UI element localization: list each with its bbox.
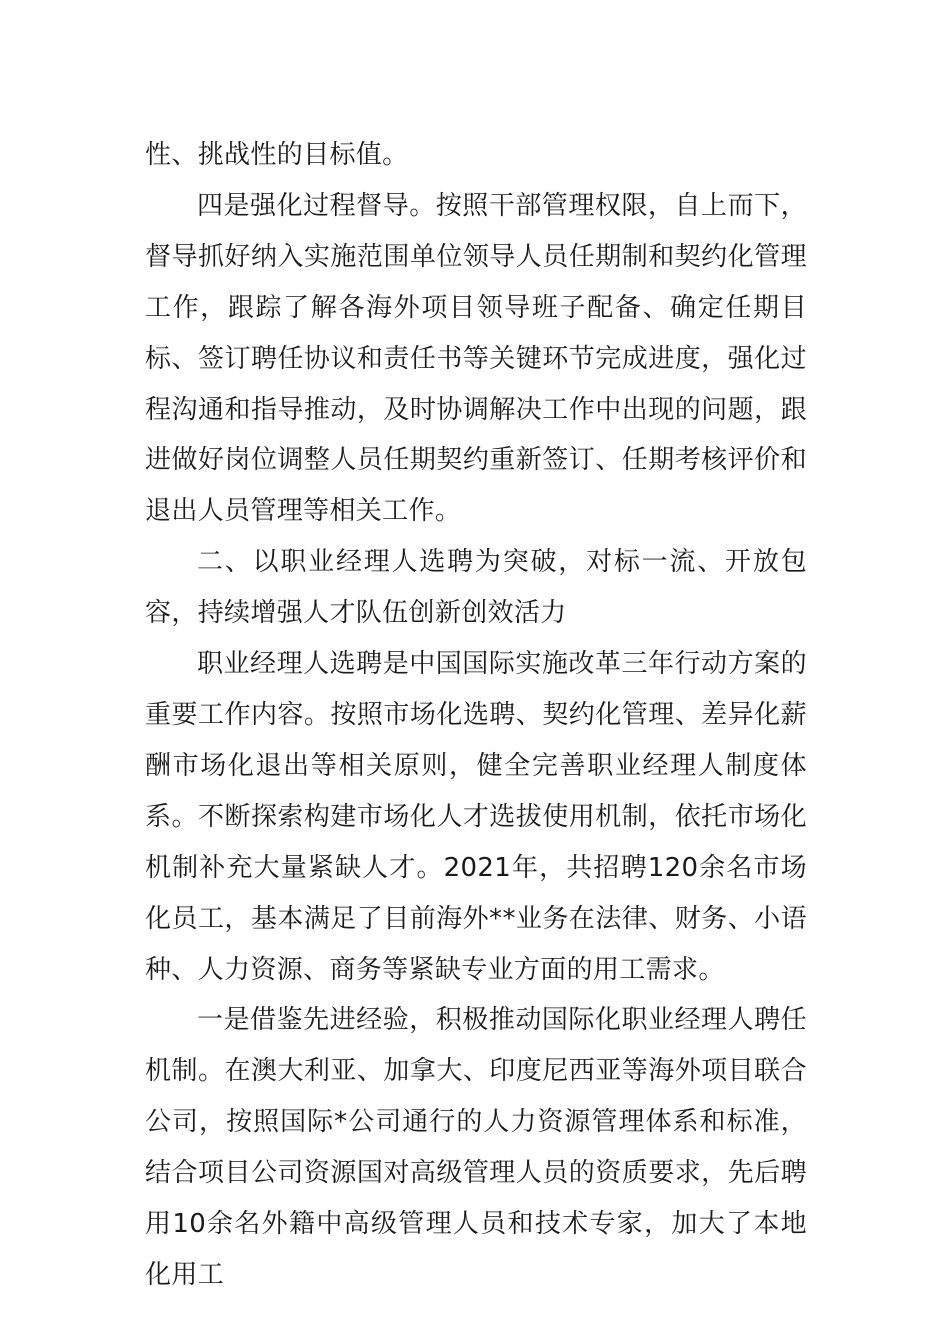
paragraph-3: 职业经理人选聘是中国国际实施改革三年行动方案的重要工作内容。按照市场化选聘、契约化管理、差异化薪酬市场化退出等相关原则，健全完善职业经理人制度体系。不断探索构建市场化人才选拔使用机制，依托市场化机制补充大量紧缺人才。2021年，共招聘120余名市场化员工，基本满足了目前海外**业务在法律、财务、小语种、人力资源、商务等紧缺专业方面的用工需求。 bbox=[145, 649, 807, 985]
paragraph-4: 一是借鉴先进经验，积极推动国际化职业经理人聘任机制。在澳大利亚、加拿大、印度尼西亚等海外项目联合公司，按照国际*公司通行的人力资源管理体系和标准，结合项目公司资源国对高级管理人员的资质要求，先后聘用10余名外籍中高级管理人员和技术专家，加大了本地化用工 bbox=[145, 1005, 807, 1290]
paragraph-2: 四是强化过程督导。按照干部管理权限，自上而下，督导抓好纳入实施范围单位领导人员任期制和契约化管理工作，跟踪了解各海外项目领导班子配备、确定任期目标、签订聘任协议和责任书等关键环节完成进度，强化过程沟通和指导推动，及时协调解决工作中出现的问题，跟进做好岗位调整人员任期契约重新签订、任期考核评价和退出人员管理等相关工作。 bbox=[145, 190, 807, 527]
paragraph-1: 性、挑战性的目标值。 bbox=[145, 140, 409, 170]
section-heading: 二、以职业经理人选聘为突破，对标一流、开放包容，持续增强人才队伍创新创效活力 bbox=[145, 547, 807, 629]
document-page bbox=[145, 130, 807, 1301]
